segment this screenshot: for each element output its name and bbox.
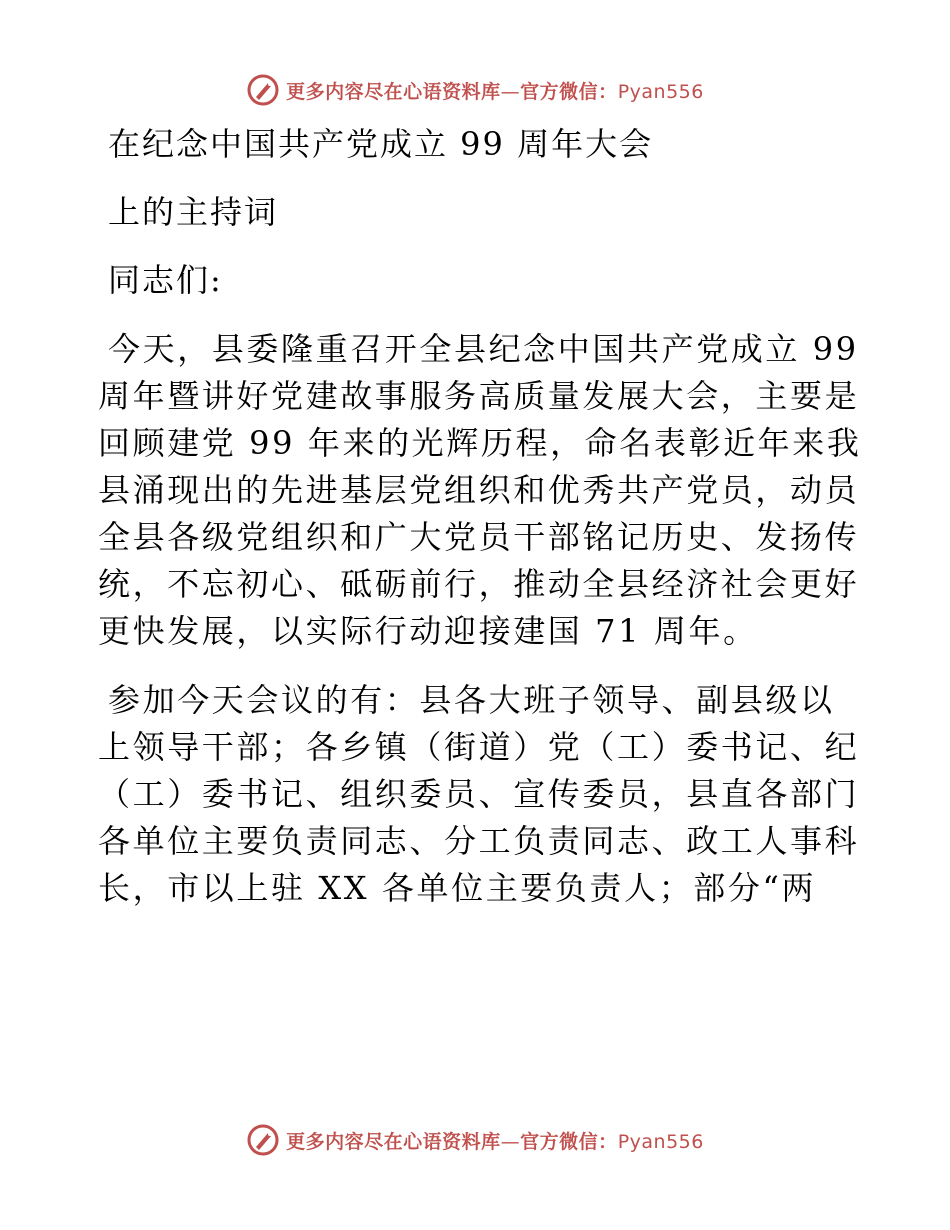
watermark-text xyxy=(286,1127,704,1154)
paragraph-line: 全县各级党组织和广大党员干部铭记历史、发扬传 xyxy=(98,518,860,556)
paragraph-line: 长，市以上驻 XX 各单位主要负责人；部分“两 xyxy=(98,869,817,907)
paragraph-line: 各单位主要负责同志、分工负责同志、政工人事科 xyxy=(98,822,860,860)
paragraph-2 xyxy=(98,677,858,912)
watermark-contact-id: Pyan556 xyxy=(617,80,704,103)
paragraph-line: （工）委书记、组织委员、宣传委员，县直各部门 xyxy=(98,775,860,813)
paragraph-line: 回顾建党 99 年来的光辉历程，命名表彰近年来我 xyxy=(98,424,862,462)
watermark-brand: 更多内容尽在心语资料库 xyxy=(286,80,501,103)
paragraph-line: 今天，县委隆重召开全县纪念中国共产党成立 99 xyxy=(108,330,859,368)
watermark-contact-label: 官方微信： xyxy=(520,80,618,103)
header-watermark xyxy=(0,70,950,110)
paragraph-line: 更快发展，以实际行动迎接建国 71 周年。 xyxy=(98,612,758,650)
salutation: 同志们: xyxy=(108,261,223,299)
footer-watermark xyxy=(0,1120,950,1160)
watermark-separator: — xyxy=(500,1130,521,1153)
paragraph-line: 上领导干部；各乡镇（街道）党（工）委书记、纪 xyxy=(98,728,860,766)
watermark-brand: 更多内容尽在心语资料库 xyxy=(286,1130,501,1153)
paragraph-line: 周年暨讲好党建故事服务高质量发展大会，主要是 xyxy=(98,377,860,415)
paragraph-line: 统，不忘初心、砥砺前行，推动全县经济社会更好 xyxy=(98,565,860,603)
watermark-contact-id: Pyan556 xyxy=(617,1130,704,1153)
document-body xyxy=(98,122,862,934)
watermark-text xyxy=(286,77,704,104)
paragraph-line: 参加今天会议的有：县各大班子领导、副县级以 xyxy=(108,681,835,719)
paragraph-line: 县涌现出的先进基层党组织和优秀共产党员，动员 xyxy=(98,471,860,509)
document-title-line-2: 上的主持词 xyxy=(108,193,279,231)
watermark-contact-label: 官方微信： xyxy=(520,1130,618,1153)
pen-nib-circle-icon xyxy=(246,1123,280,1157)
document-title-line-1: 在纪念中国共产党成立 99 周年大会 xyxy=(108,125,654,163)
paragraph-1 xyxy=(98,326,862,655)
watermark-separator: — xyxy=(500,80,521,103)
pen-nib-circle-icon xyxy=(246,73,280,107)
